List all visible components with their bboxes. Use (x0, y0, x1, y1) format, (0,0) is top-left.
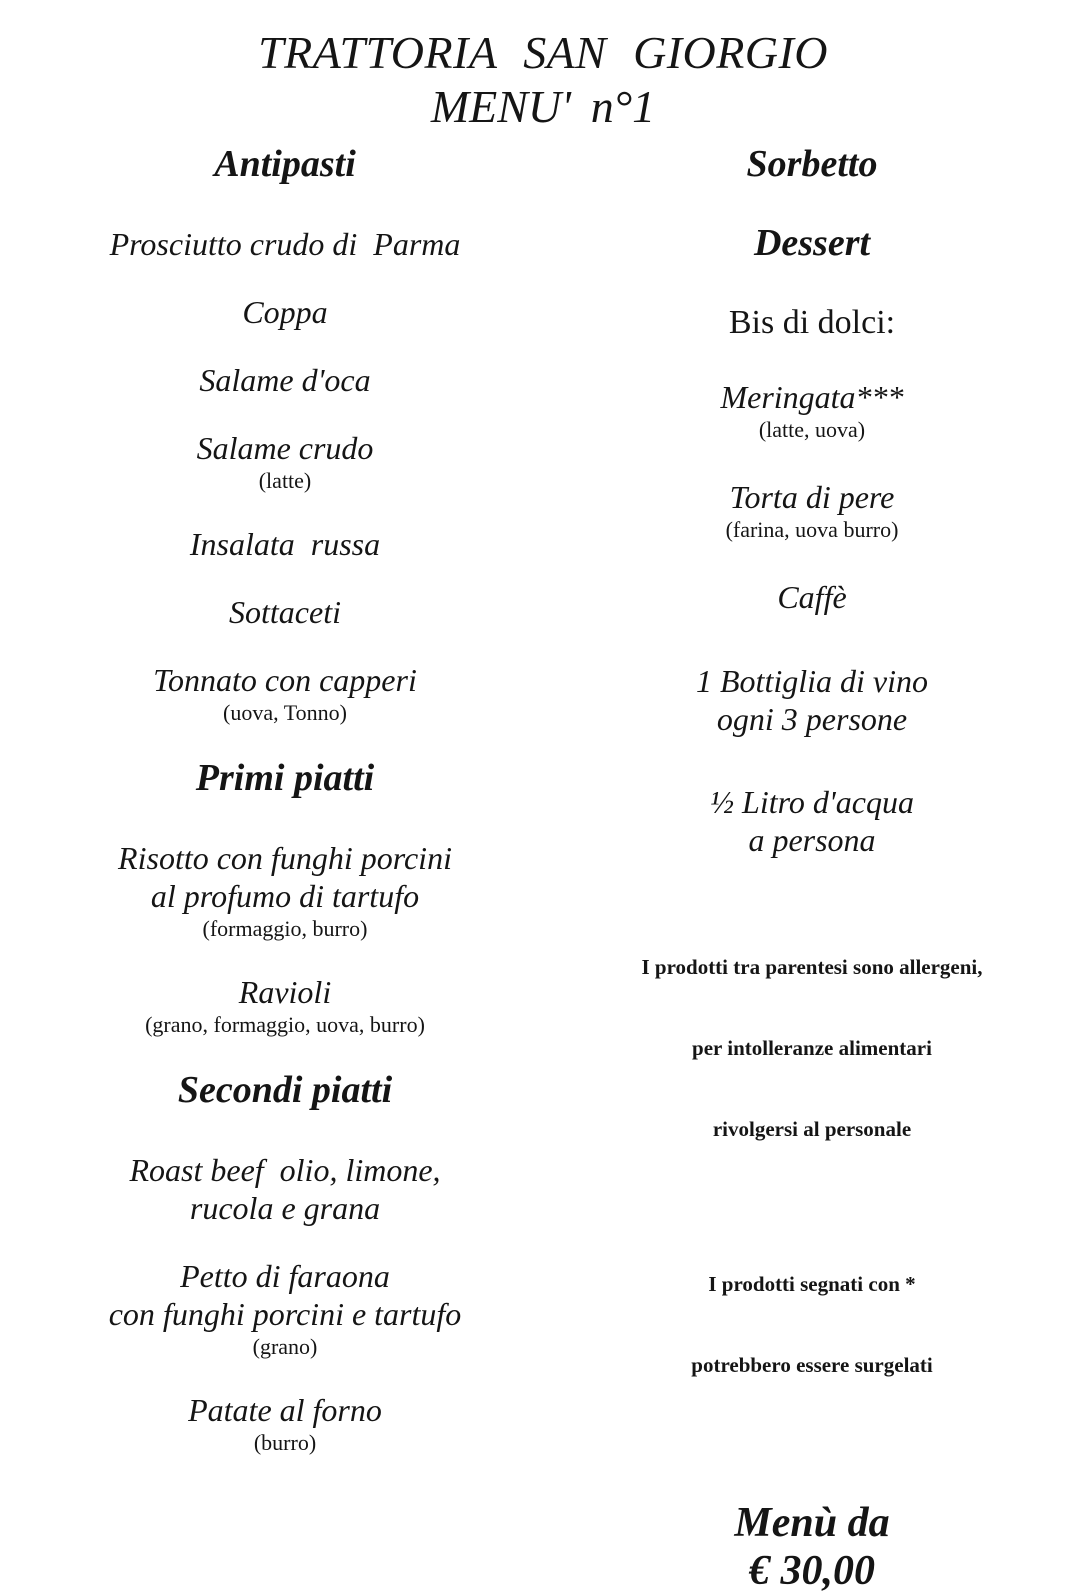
section-heading-primi-piatti: Primi piatti (195, 757, 375, 799)
frozen-products-disclaimer (554, 1217, 1070, 1433)
menu-item-line: Caffè (777, 579, 847, 615)
menu-item-petto-di-faraona (16, 1257, 554, 1361)
menu-price-line: Menù da (734, 1500, 890, 1546)
menu-item-line: Salame crudo (196, 430, 374, 466)
menu-item-patate-al-forno (16, 1391, 554, 1457)
menu-item-tonnato (16, 661, 554, 727)
menu-item-line: Prosciutto crudo di Parma (109, 226, 461, 262)
frozen-products-disclaimer-line: potrebbero essere surgelati (691, 1353, 933, 1377)
menu-item-line: al profumo di tartufo (150, 878, 420, 914)
allergen-note: (farina, uova burro) (725, 517, 899, 542)
menu-item-line: Risotto con funghi porcini (118, 840, 452, 876)
allergen-disclaimer (554, 900, 1070, 1197)
menu-item-risotto (16, 839, 554, 943)
menu-item-line: rucola e grana (189, 1190, 381, 1226)
menu-item-prosciutto (16, 225, 554, 263)
menu-item-bottiglia-di-vino (554, 662, 1070, 738)
menu-column-left (16, 143, 554, 1457)
menu-item-ravioli (16, 973, 554, 1039)
menu-item-salame-doca (16, 361, 554, 399)
menu-column-right (554, 143, 1070, 1595)
menu-item-torta-di-pere (554, 478, 1070, 544)
section-heading-dessert: Dessert (753, 222, 871, 264)
section-heading-secondi-piatti: Secondi piatti (177, 1069, 393, 1111)
menu-price (554, 1499, 1070, 1595)
menu-item-line: a persona (748, 822, 876, 858)
menu-item-roast-beef (16, 1151, 554, 1227)
section-heading-sorbetto: Sorbetto (746, 143, 878, 185)
menu-price-line: € 30,00 (749, 1548, 875, 1594)
allergen-note: (uova, Tonno) (223, 700, 347, 725)
menu-item-line: ½ Litro d'acqua (710, 784, 914, 820)
menu-item-line: 1 Bottiglia di vino (696, 663, 928, 699)
allergen-note: (grano, formaggio, uova, burro) (145, 1012, 425, 1037)
menu-item-line: Salame d'oca (199, 362, 371, 398)
menu-item-salame-crudo (16, 429, 554, 495)
menu-columns (0, 143, 1086, 1595)
menu-item-line: Coppa (242, 294, 328, 330)
menu-item-caffe (554, 578, 1070, 616)
menu-item-meringata (554, 378, 1070, 444)
menu-item-line: Sottaceti (229, 594, 341, 630)
allergen-note: (burro) (253, 1430, 317, 1455)
menu-item-line: con funghi porcini e tartufo (108, 1296, 462, 1332)
menu-item-line: ogni 3 persone (716, 701, 908, 737)
frozen-products-disclaimer-line: I prodotti segnati con * (708, 1272, 916, 1296)
menu-header (0, 0, 1086, 134)
bis-di-dolci-label: Bis di dolci: (728, 304, 896, 341)
menu-item-insalata-russa (16, 525, 554, 563)
menu-item-litro-dacqua (554, 783, 1070, 859)
menu-item-line: Roast beef olio, limone, (129, 1152, 441, 1188)
restaurant-name: TRATTORIA SAN GIORGIO (258, 27, 828, 78)
section-heading-antipasti: Antipasti (214, 143, 356, 185)
allergen-disclaimer-line: rivolgersi al personale (712, 1117, 912, 1141)
allergen-note: (grano) (252, 1334, 318, 1359)
menu-item-line: Torta di pere (729, 479, 895, 515)
menu-item-coppa (16, 293, 554, 331)
menu-item-sottaceti (16, 593, 554, 631)
allergen-note: (latte) (258, 468, 312, 493)
menu-item-line: Ravioli (238, 974, 332, 1010)
allergen-disclaimer-line: per intolleranze alimentari (692, 1036, 932, 1060)
menu-item-line: Meringata*** (720, 379, 904, 415)
menu-item-line: Tonnato con capperi (153, 662, 417, 698)
menu-number: MENU' n°1 (430, 81, 656, 132)
menu-item-line: Petto di faraona (180, 1258, 390, 1294)
allergen-note: (latte, uova) (758, 417, 866, 442)
menu-item-line: Insalata russa (189, 526, 381, 562)
menu-item-line: Patate al forno (188, 1392, 382, 1428)
allergen-note: (formaggio, burro) (202, 916, 368, 941)
allergen-disclaimer-line: I prodotti tra parentesi sono allergeni, (641, 955, 983, 979)
